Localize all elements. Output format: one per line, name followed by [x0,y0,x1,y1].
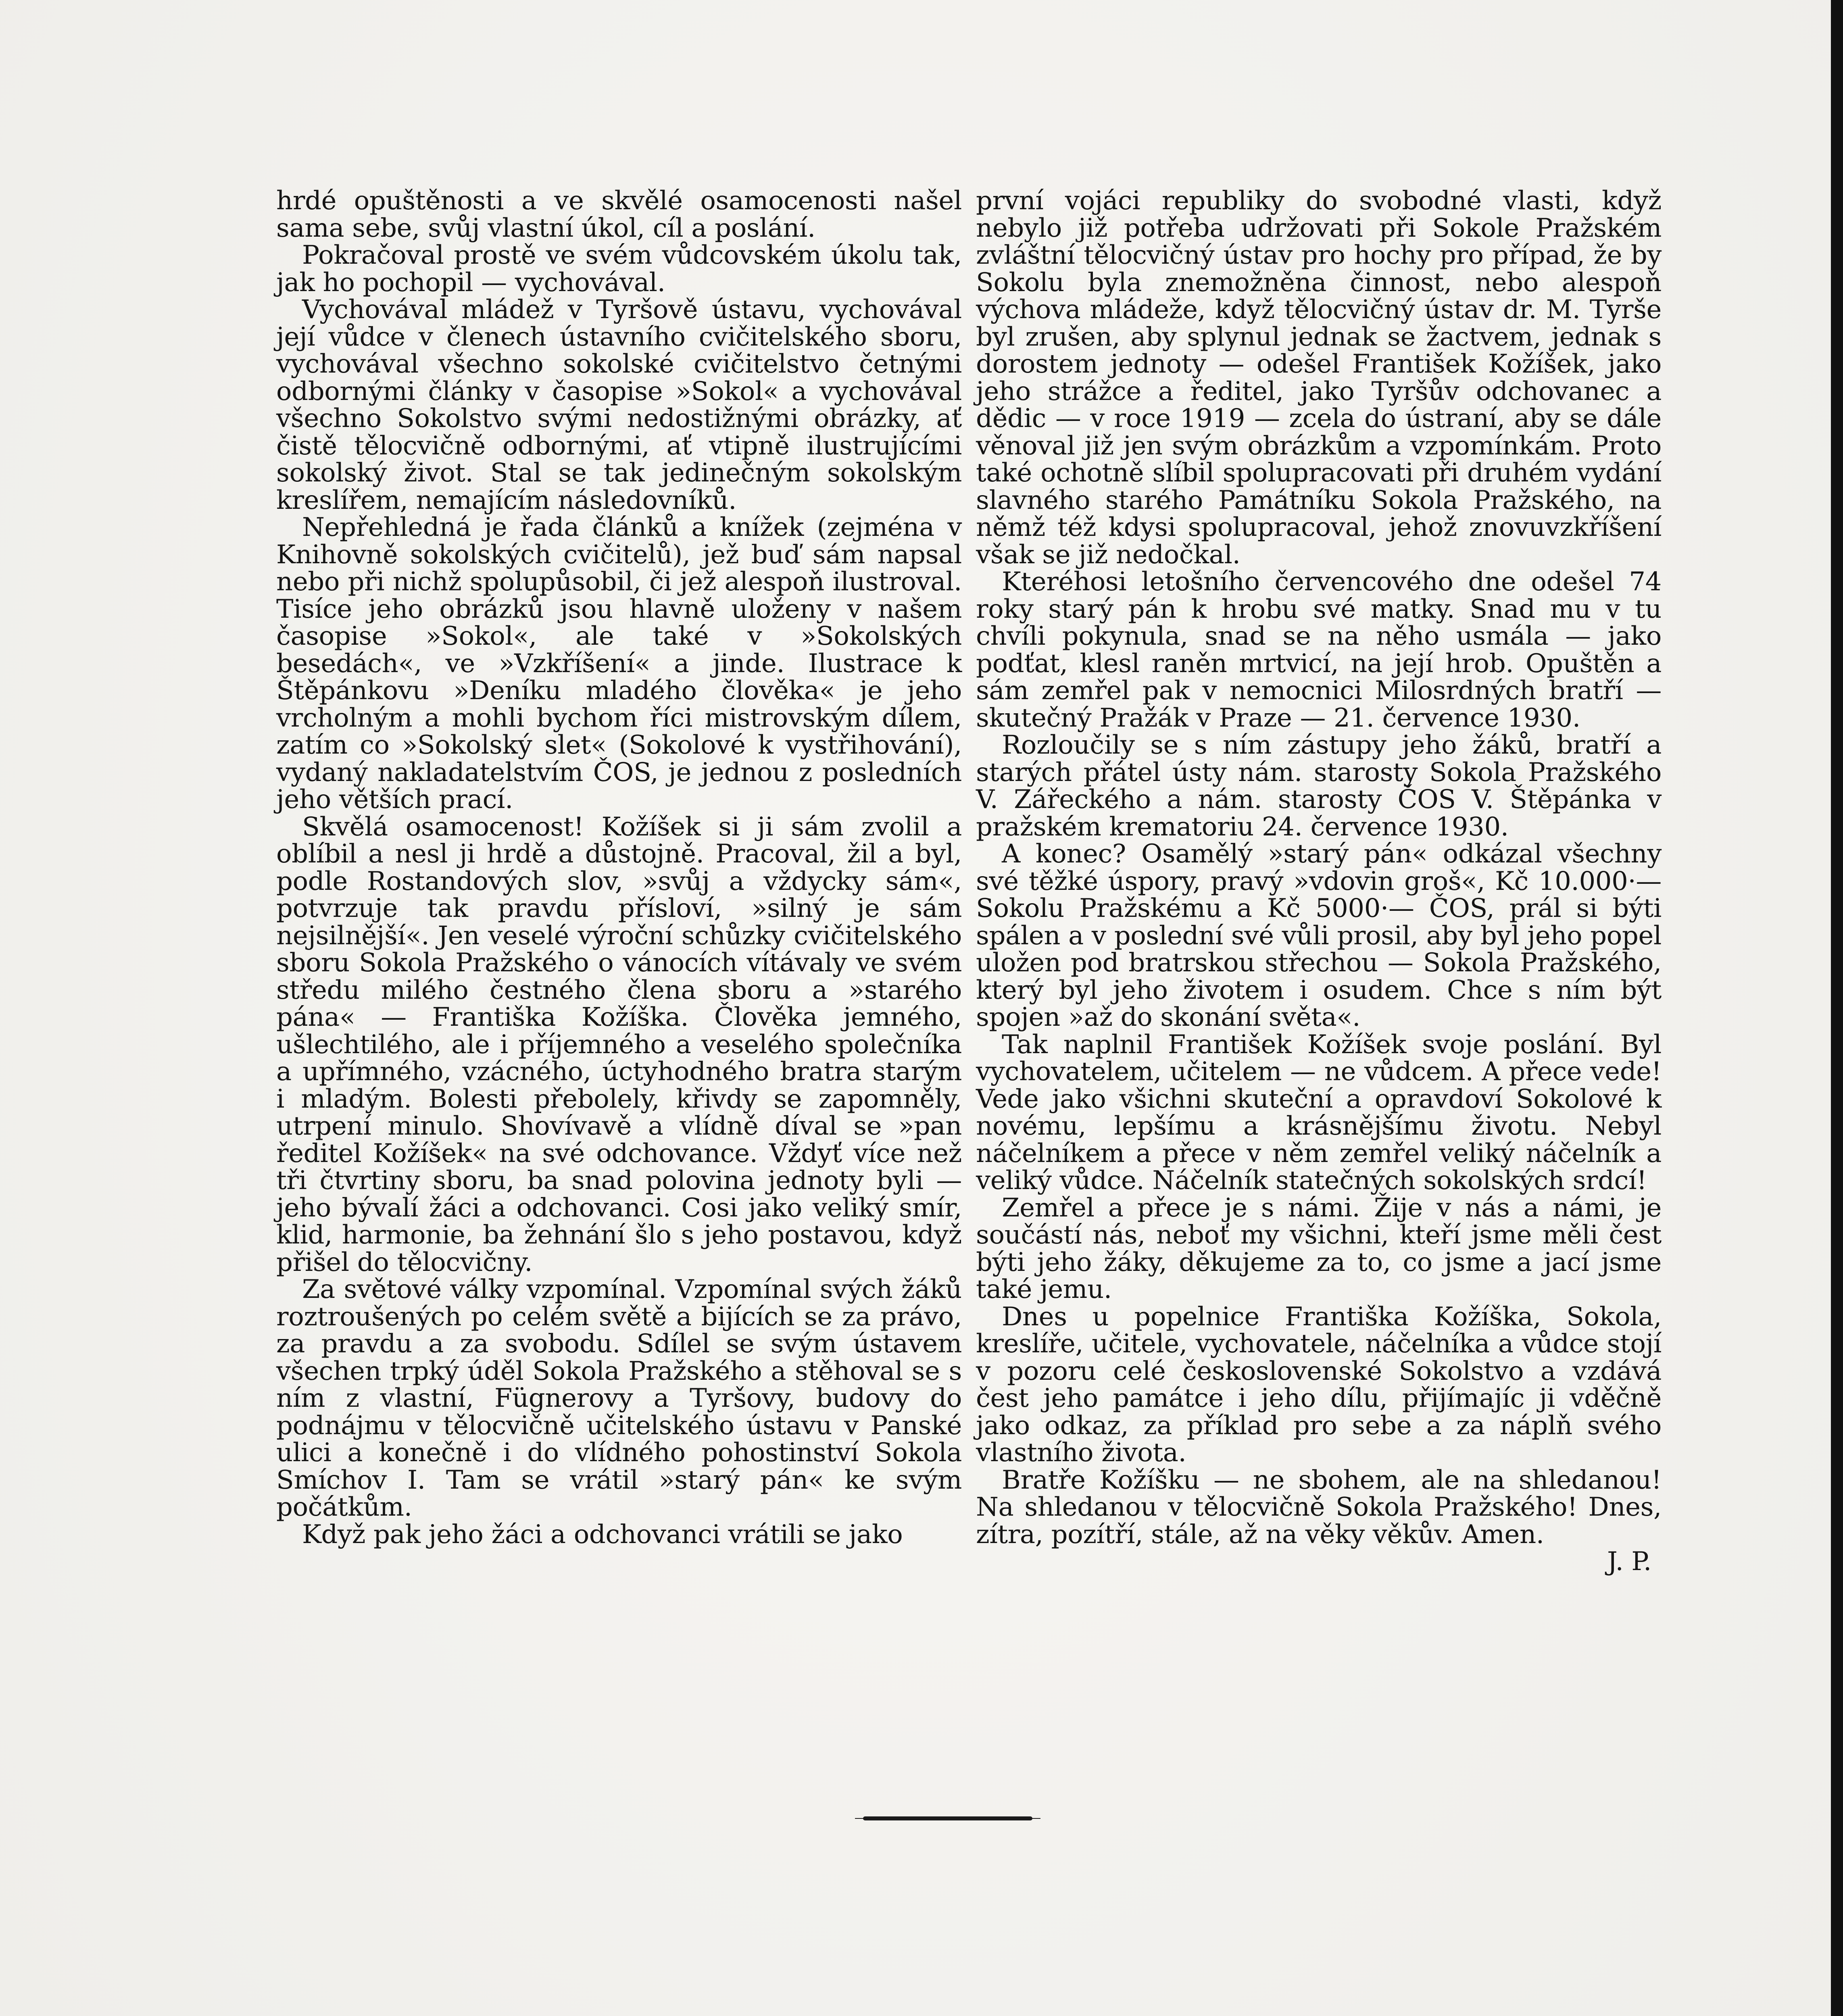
paragraph: Vychovával mládež v Tyršově ústavu, vychovával její vůdce v členech ústavního cvičitelského sboru, vychovával všechno sokolské cvičitelstvo četnými odbornými články v časopise »Sokol« a vychovával všechno Sokolstvo svými nedostižnými obrázky, ať čistě tělocvičně odbornými, ať vtipně ilustrujícími sokolský život. Stal se tak jedinečným sokolským kreslířem, nemajícím následovníků. [276,295,962,515]
paragraph: Dnes u popelnice Františka Kožíška, Sokola, kreslíře, učitele, vychovatele, náčelníka a vůdce stojí v pozoru celé československé Sokolstvo a vzdává čest jeho památce i jeho dílu, přijímajíc ji vděčně jako odkaz, za příklad pro sebe a za náplň svého vlastního života. [976,1302,1662,1468]
section-divider [863,1816,1032,1820]
scan-border-right [1831,0,1843,2016]
left-column [276,187,962,1548]
paragraph: Skvělá osamocenost! Kožíšek si ji sám zvolil a oblíbil a nesl ji hrdě a důstojně. Pracoval, žil a byl, podle Rostandových slov, »svůj a vždycky sám«, potvrzuje tak pravdu přísloví, »silný je sám nejsilnější«. Jen veselé výroční schůzky cvičitelského sboru Sokola Pražského o vánocích vítávaly ve svém středu milého čestného člena sboru a »starého pána« — Františka Kožíška. Člověka jemného, ušlechtilého, ale i příjemného a veselého společníka a upřímného, vzácného, úctyhodného bratra starým i mladým. Bolesti přebolely, křivdy se zapomněly, utrpení minulo. Shovívavě a vlídně díval se »pan ředitel Kožíšek« na své odchovance. Vždyť více než tři čtvrtiny sboru, ba snad polovina jednoty byli — jeho bývalí žáci a odchovanci. Cosi jako veliký smír, klid, harmonie, ba žehnání šlo s jeho postavou, když přišel do tělocvičny. [276,812,962,1277]
paragraph: Kteréhosi letošního červencového dne odešel 74 roky starý pán k hrobu své matky. Snad mu v tu chvíli pokynula, snad se na něho usmála — jako podťat, klesl raněn mrtvicí, na její hrob. Opuštěn a sám zemřel pak v nemocnici Milosrdných bratří — skutečný Pražák v Praze — 21. července 1930. [976,567,1662,733]
paragraph: Když pak jeho žáci a odchovanci vrátili se jako [302,1519,903,1549]
right-column [976,187,1662,1576]
paragraph: Tak naplnil František Kožíšek svoje poslání. Byl vychovatelem, učitelem — ne vůdcem. A přece vede! Vede jako všichni skuteční a opravdoví Sokolové k novému, lepšímu a krásnějšímu životu. Nebyl náčelníkem a přece v něm zemřel veliký náčelník a veliký vůdce. Náčelník statečných sokolských srdcí! [976,1029,1662,1195]
paragraph: A konec? Osamělý »starý pán« odkázal všechny své těžké úspory, pravý »vdovin groš«, Kč 10.000·— Sokolu Pražskému a Kč 5000·— ČOS, prál si býti spálen a v poslední své vůli prosil, aby byl jeho popel uložen pod bratrskou střechou — Sokola Pražského, který byl jeho životem i osudem. Chce s ním být spojen »až do skonání světa«. [976,839,1662,1032]
paragraph: Bratře Kožíšku — ne sbohem, ale na shledanou! Na shledanou v tělocvičně Sokola Pražského! Dnes, zítra, pozítří, stále, až na věky věkův. Amen. [976,1465,1662,1549]
paragraph: hrdé opuštěnosti a ve skvělé osamocenosti našel sama sebe, svůj vlastní úkol, cíl a poslání. [276,186,962,243]
paragraph: Rozloučily se s ním zástupy jeho žáků, bratří a starých přátel ústy nám. starosty Sokola Pražského V. Zářeckého a nám. starosty ČOS V. Štěpánka v pražském krematoriu 24. července 1930. [976,730,1662,842]
paragraph: Nepřehledná je řada článků a knížek (zejména v Knihovně sokolských cvičitelů), jež buď sám napsal nebo při nichž spolupůsobil, či jež alespoň ilustroval. Tisíce jeho obrázků jsou hlavně uloženy v našem časopise »Sokol«, ale také v »Sokolských besedách«, ve »Vzkříšení« a jinde. Ilustrace k Štěpánkovu »Deníku mladého člověka« je jeho vrcholným a mohli bychom říci mistrovským dílem, zatím co »Sokolský slet« (Sokolové k vystřihování), vydaný nakladatelstvím ČOS, je jednou z posledních jeho větších prací. [276,512,962,814]
paragraph: Zemřel a přece je s námi. Žije v nás a námi, je součástí nás, neboť my všichni, kteří jsme měli čest býti jeho žáky, děkujeme za to, co jsme a jací jsme také jemu. [976,1193,1662,1304]
paragraph: Za světové války vzpomínal. Vzpomínal svých žáků roztroušených po celém světě a bijících se za právo, za pravdu a za svobodu. Sdílel se svým ústavem všechen trpký úděl Sokola Pražského a stěhoval se s ním z vlastní, Fügnerovy a Tyršovy, budovy do podnájmu v tělocvičně učitelského ústavu v Panské ulici a konečně i do vlídného pohostinství Sokola Smíchov I. Tam se vrátil »starý pán« ke svým počátkům. [276,1275,962,1522]
paragraph: Pokračoval prostě ve svém vůdcovském úkolu tak, jak ho pochopil — vychovával. [276,240,962,298]
signature: J. P. [1607,1547,1651,1577]
paragraph: první vojáci republiky do svobodné vlasti, když nebylo již potřeba udržovati při Sokole Pražském zvláštní tělocvičný ústav pro hochy pro případ, že by Sokolu byla znemožněna činnost, nebo alespoň výchova mládeže, když tělocvičný ústav dr. M. Tyrše byl zrušen, aby splynul jednak se žactvem, jednak s dorostem jednoty — odešel František Kožíšek, jako jeho strážce a ředitel, jako Tyršův odchovanec a dědic — v roce 1919 — zcela do ústraní, aby se dále věnoval již jen svým obrázkům a vzpomínkám. Proto také ochotně slíbil spolupracovati při druhém vydání slavného starého Památníku Sokola Pražského, na němž též kdysi spolupracoval, jehož znovuvzkříšení však se již nedočkal. [976,186,1662,570]
